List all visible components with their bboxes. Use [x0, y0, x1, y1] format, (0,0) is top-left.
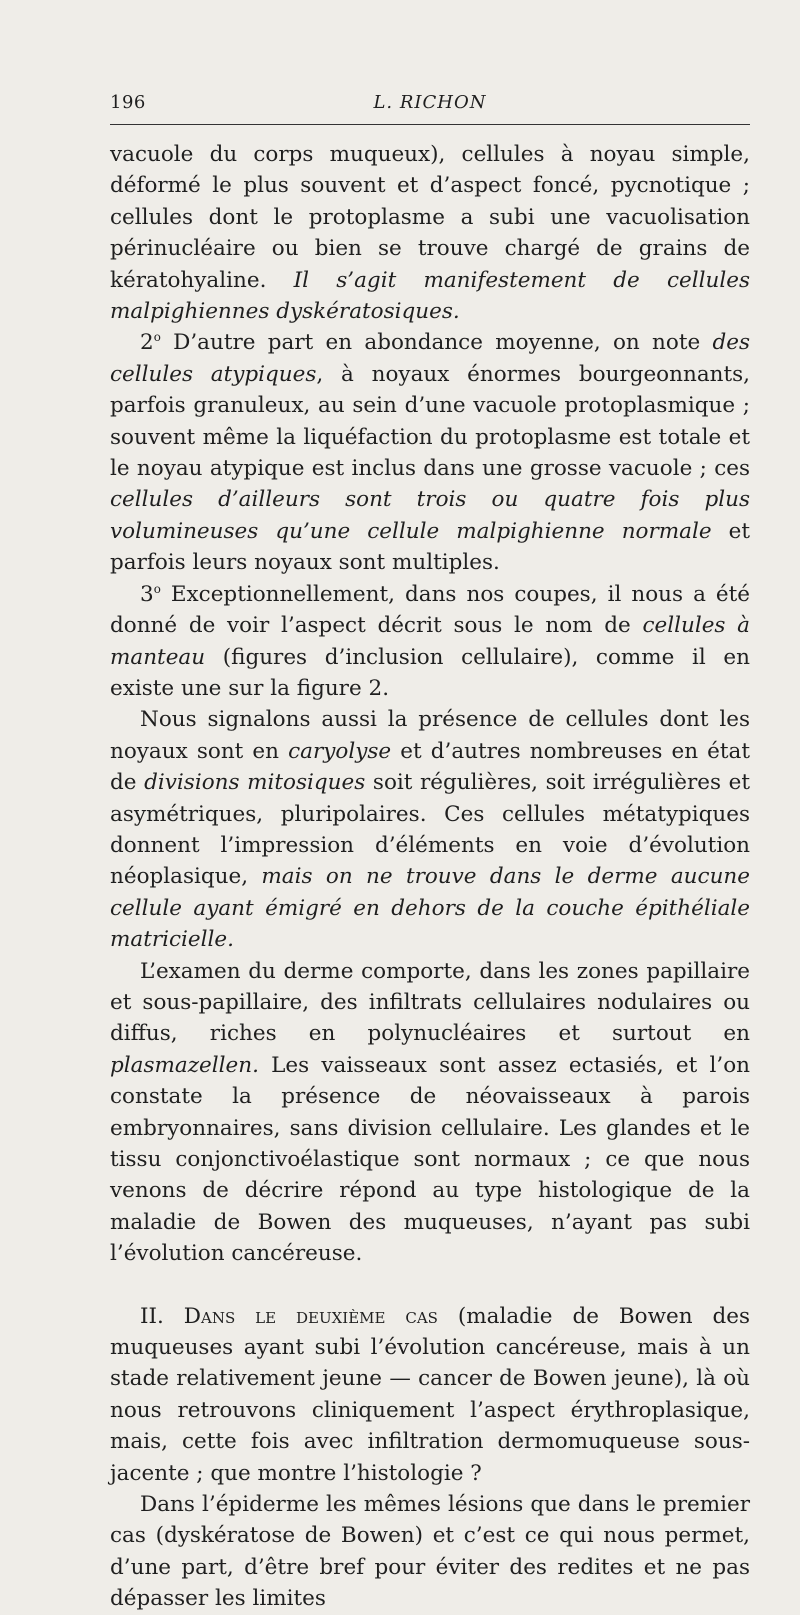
paragraph-second-case: II. Dans le deuxième cas (maladie de Bowen des muqueuses ayant subi l’évolution cancéreuse, mais à un stade relativement jeune — cancer de Bowen jeune), là où nous retrouvons cliniquement l’aspect érythroplasique, mais, cette fois avec infiltration dermomuqueuse sous-jacente ; que montre l’histologie ?	[110, 1303, 751, 1486]
running-title: L. RICHON	[373, 92, 487, 113]
paragraph-point-3: 3$^o$ Exceptionnellement, dans nos coupes, il nous a été donné de voir l’aspect décrit sous le nom de cellules à manteau (figures d’inclusion cellulaire), comme il en existe une sur la figure 2.	[110, 581, 750, 701]
paragraph-continuation: vacuole du corps muqueux), cellules à noyau simple, déformé le plus souvent et d’aspect foncé, pycnotique ; cellules dont le protoplasme a subi une vacuolisation périnucléaire ou bien se trouve chargé de grains de kératohyaline. Il s’agit manifestement de cellules malpighiennes dyskératosiques.	[110, 142, 750, 325]
page-number: 196	[110, 92, 146, 113]
header-rule	[110, 124, 750, 125]
paragraph-derme: L’examen du derme comporte, dans les zones papillaire et sous-papillaire, des infiltrats cellulaires nodulaires ou diffus, riches en polynucléaires et surtout en plasmazellen. Les vaisseaux sont assez ectasiés, et l’on constate la présence de néovaisseaux à parois embryonnaires, sans division cellulaire. Les glandes et le tissu conjonctivoélastique sont normaux ; ce que nous venons de décrire répond au type histologique de la maladie de Bowen des muqueuses, n’ayant pas subi l’évolution cancéreuse.	[110, 958, 750, 1267]
paragraph-point-2: 2$^o$ D’autre part en abondance moyenne, on note des cellules atypiques, à noyaux énormes bourgeonnants, parfois granuleux, au sein d’une vacuole protoplasmique ; souvent même la liquéfaction du protoplasme est totale et le noyau atypique est inclus dans une grosse vacuole ; ces cellules d’ailleurs sont trois ou quatre fois plus volumineuses qu’une cellule malpighienne normale et parfois leurs noyaux sont multiples.	[110, 330, 751, 576]
body-text	[110, 139, 750, 1615]
running-header	[110, 92, 750, 114]
paragraph-epiderme: Dans l’épiderme les mêmes lésions que dans le premier cas (dyskératose de Bowen) et c’est ce qui nous permet, d’une part, d’être bref pour éviter des redites et ne pas dépasser les limites	[110, 1492, 750, 1612]
paragraph-mitoses: Nous signalons aussi la présence de cellules dont les noyaux sont en caryolyse et d’autres nombreuses en état de divisions mitosiques soit régulières, soit irrégulières et asymétriques, pluripolaires. Ces cellules métatypiques donnent l’impression d’éléments en voie d’évolution néoplasique, mais on ne trouve dans le derme aucune cellule ayant émigré en dehors de la couche épithéliale matricielle.	[110, 707, 750, 953]
